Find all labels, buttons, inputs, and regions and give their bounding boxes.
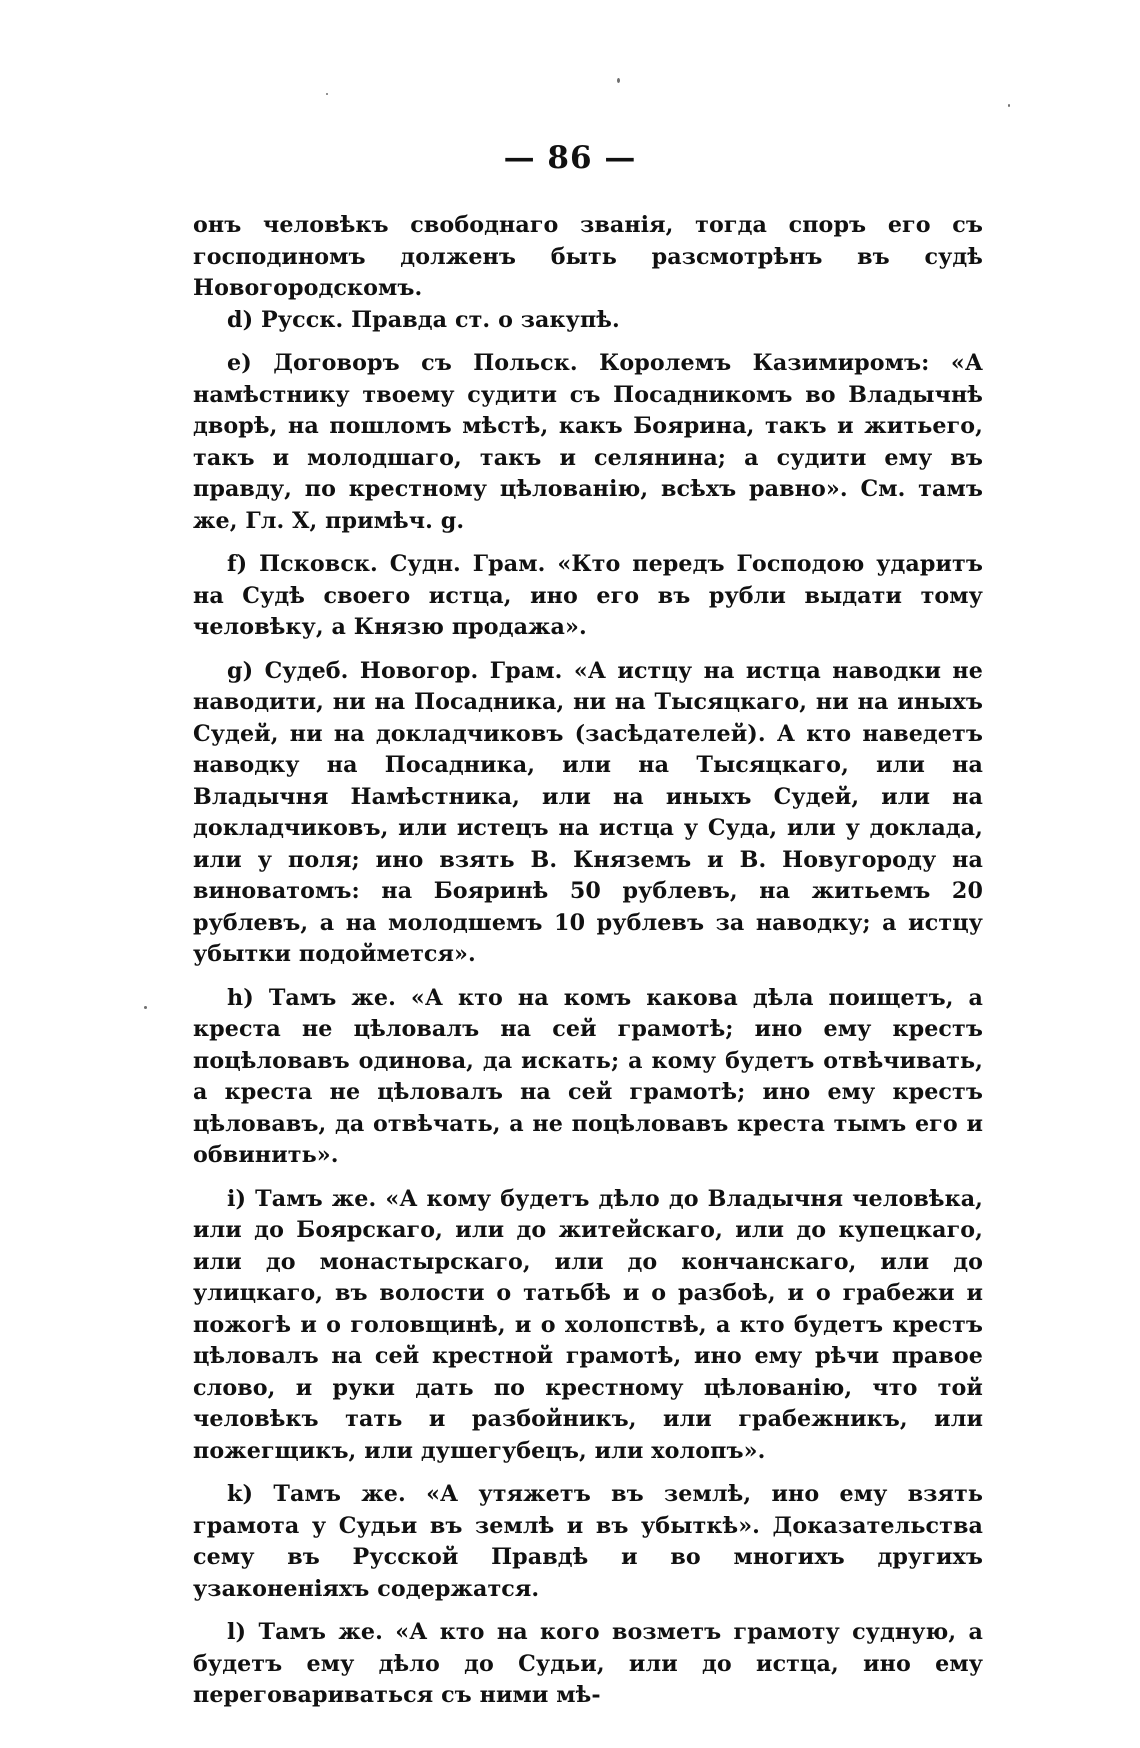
paper-speck xyxy=(617,78,620,83)
footnote-g: g) Судеб. Новогор. Грам. «А истцу на истца наводки не наводити, ни на Посадника, ни на Тысяцкаго, ни на иныхъ Судей, ни на докладчиковъ (засѣдателей). А кто наведетъ наводку на Посадника, или на Тысяцкаго, или на Владычня Намѣстника, или на иныхъ Судей, или на докладчиковъ, или истецъ на истца у Суда, или у доклада, или у поля; ино взять В. Княземъ и В. Новугороду на виноватомъ: на Бояринѣ 50 рублевъ, на житьемъ 20 рублевъ, а на молодшемъ 10 рублевъ за наводку; а истцу убытки подоймется». xyxy=(193,657,983,967)
footnote-d: d) Русск. Правда ст. о закупѣ. xyxy=(227,306,620,333)
footnote-k: k) Тамъ же. «А утяжетъ въ землѣ, ино ему взять грамота у Судьи въ землѣ и въ убыткѣ». Доказательства сему въ Русской Правдѣ и во многихъ другихъ узаконеніяхъ содержатся. xyxy=(193,1481,983,1602)
footnote-h: h) Тамъ же. «А кто на комъ какова дѣла поищетъ, а креста не цѣловалъ на сей грамотѣ; ино ему крестъ поцѣловавъ одинова, да искать; а кому будетъ отвѣчивать, а креста не цѣловалъ на сей грамотѣ; ино ему крестъ цѣловавъ, да отвѣчать, а не поцѣловавъ креста тымъ его и обвинить». xyxy=(193,984,983,1168)
footnote-l: l) Тамъ же. «А кто на кого возметъ грамоту судную, а будетъ ему дѣло до Судьи, или до истца, ино ему переговариваться съ ними мѣ- xyxy=(193,1619,983,1708)
footnote-e: е) Договоръ съ Польск. Королемъ Казимиромъ: «А намѣстнику твоему судити съ Посадникомъ во Владычнѣ дворѣ, на пошломъ мѣстѣ, какъ Боярина, такъ и житьего, такъ и молодшаго, такъ и селянина; а судити ему въ правду, по крестному цѣлованію, всѣхъ равно». См. тамъ же, Гл. X, примѣч. g. xyxy=(193,350,983,534)
footnotes-text xyxy=(193,210,983,1712)
paragraph-continuation: онъ человѣкъ свободнаго званія, тогда споръ его съ господиномъ долженъ быть разсмотрѣнъ въ судѣ Новогородскомъ. xyxy=(193,212,983,301)
footnote-i: i) Тамъ же. «А кому будетъ дѣло до Владычня человѣка, или до Боярскаго, или до житейскаго, или до купецкаго, или до монастырскаго, или до кончанскаго, или до улицкаго, въ волости о татьбѣ и о разбоѣ, и о грабежи и пожогѣ и о головщинѣ, и о холопствѣ, а кто будетъ крестъ цѣловалъ на сей крестной грамотѣ, ино ему рѣчи правое слово, и руки дать по крестному цѣлованію, что той человѣкъ тать и разбойникъ, или грабежникъ, или пожегщикъ, или душегубецъ, или холопъ». xyxy=(193,1185,983,1464)
footnote-f: f) Псковск. Судн. Грам. «Кто передъ Господою ударитъ на Судѣ своего истца, ино его въ рубли выдати тому человѣку, а Князю продажа». xyxy=(193,551,983,640)
paper-speck xyxy=(326,93,328,95)
paper-speck xyxy=(1008,104,1010,107)
paper-speck xyxy=(144,1006,147,1009)
page-number: — 86 — xyxy=(503,140,637,176)
